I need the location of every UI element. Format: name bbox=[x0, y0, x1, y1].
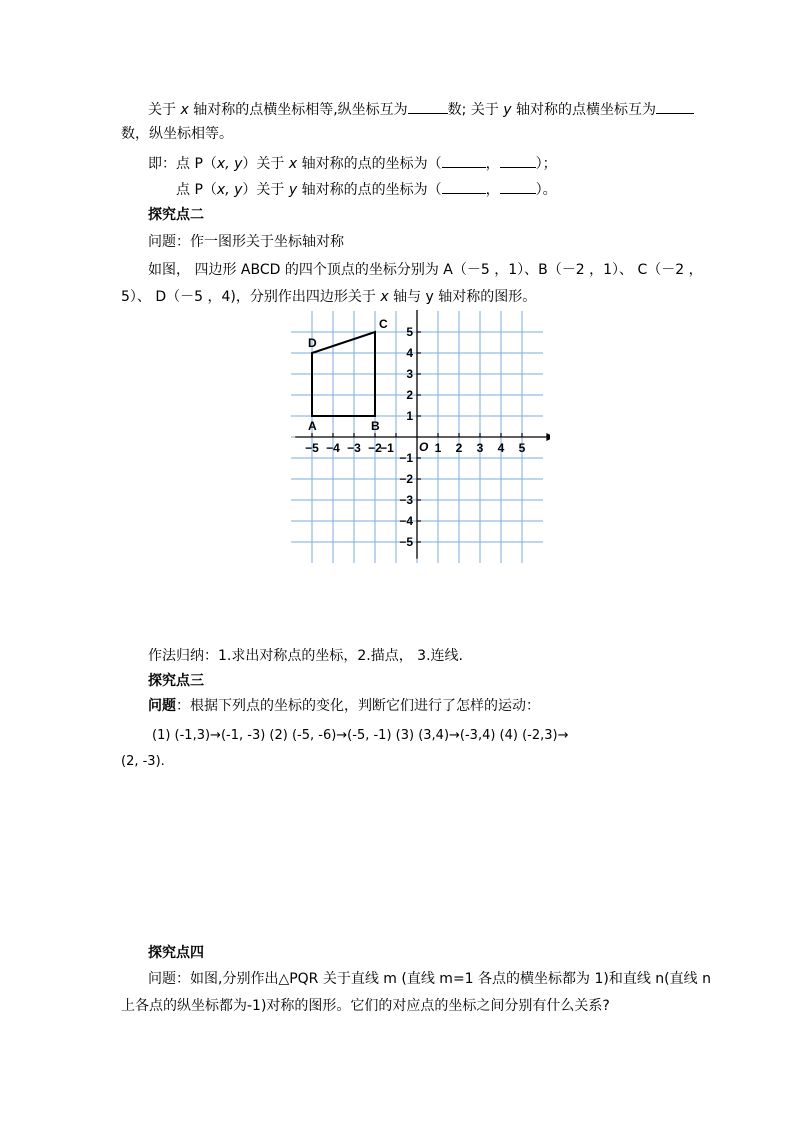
sec4-paragraph-line1: 问题：如图,分别作出△PQR 关于直线 m (直线 m=1 各点的横坐标都为 1)和直线 n(直线 n bbox=[148, 971, 711, 987]
y-tick-label: 5 bbox=[406, 325, 413, 339]
sec1-y-symbol: y bbox=[288, 182, 298, 198]
blank-4[interactable] bbox=[500, 152, 536, 168]
sec1-text: ）关于 bbox=[242, 156, 289, 172]
blank-1[interactable] bbox=[408, 98, 448, 114]
blank-6[interactable] bbox=[500, 178, 536, 194]
sec1-y-symbol: y bbox=[503, 102, 512, 118]
sec2-x-symbol: x bbox=[380, 289, 389, 305]
sec2-text: 5）、 D（－5 ，4)，分别作出四边形关于 bbox=[121, 289, 381, 305]
sec1-text: 轴对称的点横坐标互为 bbox=[511, 102, 657, 118]
x-tick-label: 1 bbox=[434, 441, 442, 455]
x-tick-label: −5 bbox=[305, 441, 319, 455]
sec1-line4 bbox=[176, 178, 557, 200]
sec1-text: ）； bbox=[535, 156, 557, 172]
y-tick-label: −1 bbox=[399, 451, 413, 465]
sec4-heading: 探究点四 bbox=[148, 945, 204, 961]
sec2-text: 轴与 y 轴对称的图形。 bbox=[388, 289, 537, 305]
y-tick-label: 4 bbox=[406, 346, 413, 360]
sec1-text: 点 P（ bbox=[176, 182, 217, 198]
blank-2[interactable] bbox=[656, 98, 694, 114]
vertex-label-b: B bbox=[371, 419, 380, 433]
sec1-line3 bbox=[148, 152, 557, 174]
sec3-items-line1: (1) (-1,3)→(-1, -3) (2) (-5, -6)→(-5, -1) (3) (3,4)→(-3,4) (4) (-2,3)→ bbox=[152, 728, 569, 743]
sec1-text: 即：点 P（ bbox=[148, 156, 217, 172]
sec1-text: ）关于 bbox=[242, 182, 289, 198]
sec1-x-symbol: x bbox=[288, 156, 298, 172]
y-tick-label: −4 bbox=[399, 514, 413, 528]
x-tick-label: −4 bbox=[326, 441, 340, 455]
comma: ， bbox=[485, 156, 500, 172]
y-tick-label: 3 bbox=[406, 367, 413, 381]
sec2-question: 问题：作一图形关于坐标轴对称 bbox=[148, 234, 344, 250]
y-tick-label: −3 bbox=[399, 493, 413, 507]
x-tick-label: −3 bbox=[347, 441, 361, 455]
sec2-heading: 探究点二 bbox=[148, 207, 204, 223]
sec1-text: 轴对称的点的坐标为（ bbox=[297, 182, 442, 198]
y-tick-label: 1 bbox=[406, 409, 413, 423]
sec3-question bbox=[148, 696, 540, 716]
sec3-question-text: ：根据下列点的坐标的变化，判断它们进行了怎样的运动： bbox=[176, 698, 540, 714]
x-tick-label: 2 bbox=[455, 441, 463, 455]
coordinate-plane bbox=[290, 310, 550, 570]
comma: ， bbox=[485, 182, 500, 198]
y-tick-label: −2 bbox=[399, 472, 413, 486]
sec1-text: ）。 bbox=[535, 182, 557, 198]
x-axis-arrow bbox=[546, 433, 550, 441]
vertex-label-a: A bbox=[308, 419, 317, 433]
sec1-text: 轴对称的点的坐标为（ bbox=[297, 156, 442, 172]
sec2-paragraph-line2 bbox=[121, 287, 536, 307]
origin-label: O bbox=[419, 440, 429, 454]
sec1-text: 轴对称的点横坐标相等,纵坐标互为 bbox=[188, 102, 408, 118]
sec3-question-label: 问题 bbox=[148, 698, 176, 714]
sec1-x-symbol: x bbox=[180, 102, 189, 118]
x-tick-label: 3 bbox=[476, 441, 484, 455]
sec1-xy: x, y bbox=[216, 156, 243, 172]
sec1-line1 bbox=[148, 98, 694, 120]
vertex-label-c: C bbox=[379, 317, 388, 331]
sec3-heading: 探究点三 bbox=[148, 673, 204, 689]
method-summary: 作法归纳：1.求出对称点的坐标，2.描点， 3.连线. bbox=[148, 648, 463, 664]
y-tick-label: 2 bbox=[406, 388, 413, 402]
x-tick-label: 4 bbox=[497, 441, 505, 455]
sec2-paragraph-line1: 如图， 四边形 ABCD 的四个顶点的坐标分别为 A（－5 ，1）、B（－2 ，1）、 C（－2 ， bbox=[148, 262, 703, 278]
vertex-label-d: D bbox=[308, 336, 317, 350]
sec1-xy: x, y bbox=[216, 182, 243, 198]
sec1-text: 数; 关于 bbox=[447, 102, 504, 118]
blank-5[interactable] bbox=[442, 178, 486, 194]
x-tick-label: −2 bbox=[368, 441, 382, 455]
x-tick-label: −1 bbox=[380, 441, 394, 455]
sec4-paragraph-line2: 上各点的纵坐标都为-1)对称的图形。它们的对应点的坐标之间分别有什么关系? bbox=[121, 998, 610, 1014]
x-tick-label: 5 bbox=[518, 441, 526, 455]
blank-3[interactable] bbox=[442, 152, 486, 168]
y-tick-label: −5 bbox=[399, 535, 413, 549]
sec1-text: 关于 bbox=[148, 102, 181, 118]
sec1-line2: 数，纵坐标相等。 bbox=[121, 126, 233, 142]
sec3-items-line2: (2, -3). bbox=[121, 754, 165, 769]
